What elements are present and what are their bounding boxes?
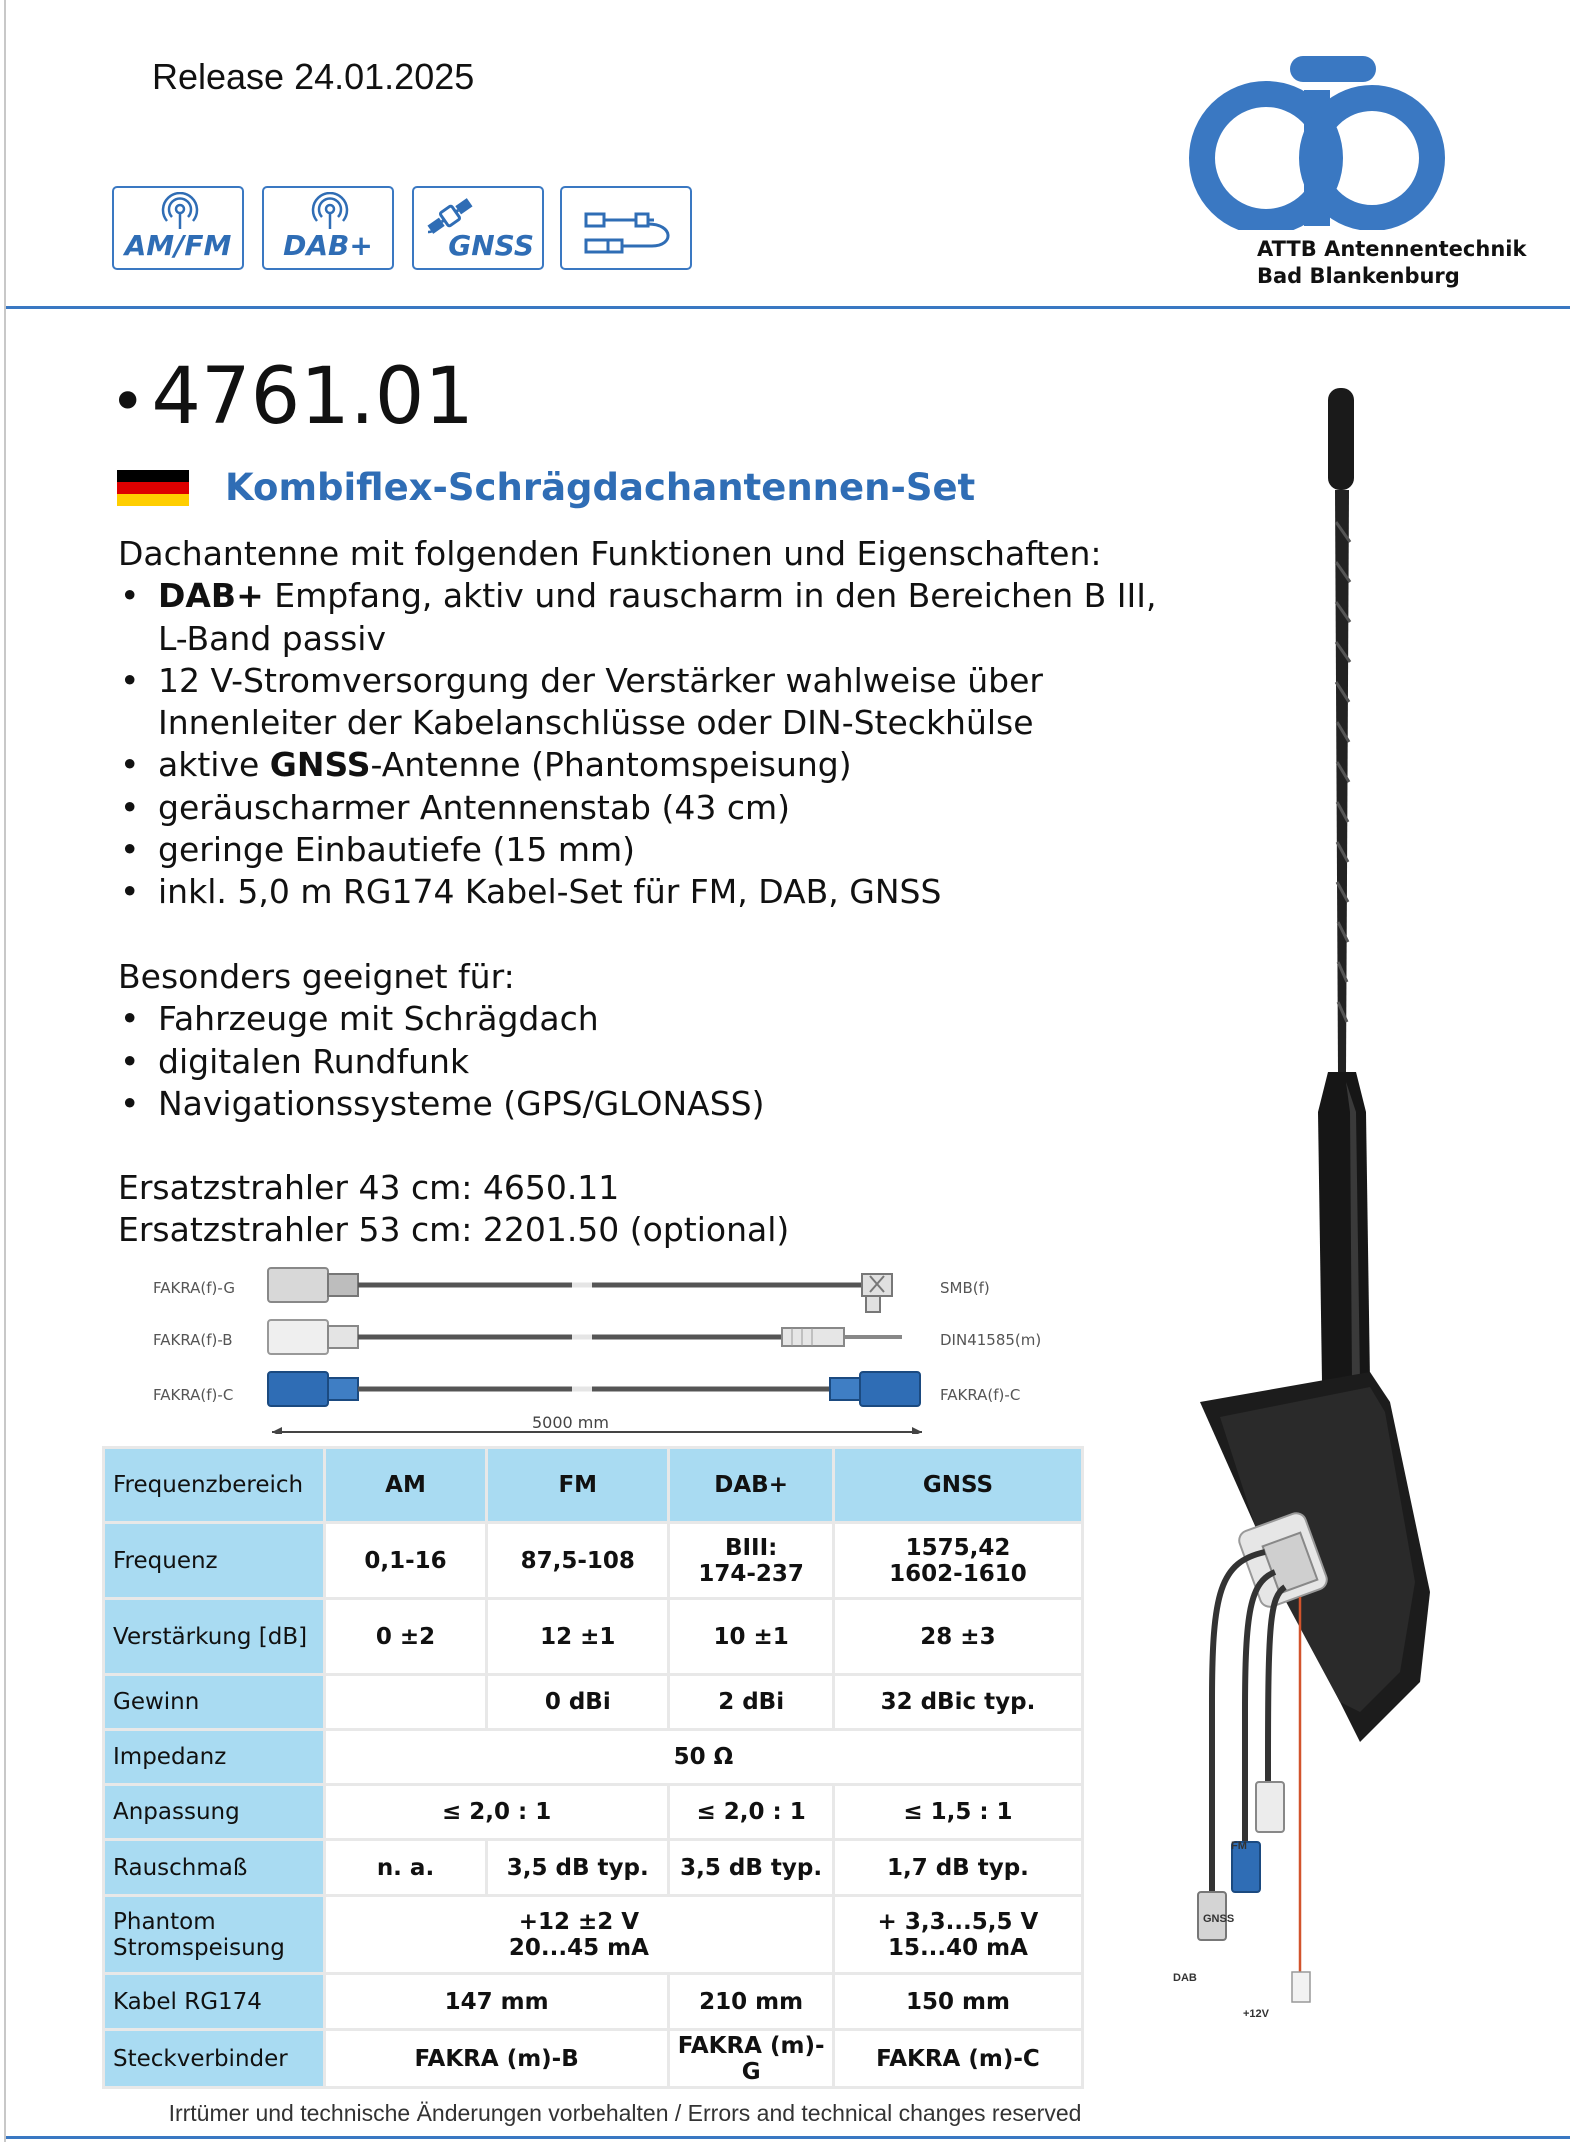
table-header-cell: FM (487, 1448, 669, 1523)
table-cell: 0,1-16 (324, 1523, 486, 1599)
table-row (104, 1523, 1083, 1599)
list-item: • Navigationssysteme (GPS/GLONASS) (118, 1083, 764, 1125)
suited-block (118, 956, 764, 1125)
badge-label: AM/FM (124, 229, 232, 262)
table-cell: ≤ 1,5 : 1 (833, 1785, 1082, 1840)
list-item: • DAB+ Empfang, aktiv und rauscharm in den Bereichen B III, L-Band passiv (118, 575, 1156, 660)
fm-connector-label: FM (1231, 1840, 1247, 1852)
row-label: Gewinn (104, 1675, 325, 1730)
row-label: Rauschmaß (104, 1840, 325, 1896)
table-cell: 50 Ω (324, 1730, 1082, 1785)
antenna-illustration (1160, 382, 1450, 2032)
table-row (104, 1785, 1083, 1840)
german-flag-icon (117, 470, 189, 506)
list-item: • digitalen Rundfunk (118, 1041, 764, 1083)
cable-fakra-c (268, 1372, 920, 1406)
cable-left-label-2: FAKRA(f)-B (153, 1331, 233, 1349)
table-cell: FAKRA (m)-C (833, 2030, 1082, 2088)
company-line1: ATTB Antennentechnik (1257, 237, 1527, 261)
cable-left-label-1: FAKRA(f)-G (153, 1279, 235, 1297)
power-connector-label: +12V (1243, 2008, 1269, 2020)
table-cell: 147 mm (324, 1974, 669, 2030)
spares-block (118, 1167, 789, 1252)
antenna-icon (310, 192, 350, 230)
dab-connector-label: DAB (1173, 1972, 1197, 1984)
table-cell: 210 mm (669, 1974, 834, 2030)
cable-left-label-3: FAKRA(f)-C (153, 1386, 234, 1404)
product-number: •4761.01 (110, 352, 474, 442)
table-header-cell: AM (324, 1448, 486, 1523)
table-cell: 32 dBic typ. (833, 1675, 1082, 1730)
spec-table (102, 1446, 1084, 2089)
table-cell: +12 ±2 V 20...45 mA (324, 1896, 833, 1974)
list-item: • geräuscharmer Antennenstab (43 cm) (118, 787, 1156, 829)
table-cell: BIII: 174-237 (669, 1523, 834, 1599)
row-label: Verstärkung [dB] (104, 1599, 325, 1675)
row-label: Phantom Stromspeisung (104, 1896, 325, 1974)
footer-divider (6, 2136, 1570, 2139)
page-edge-line (4, 0, 6, 2142)
table-row (104, 1896, 1083, 1974)
company-logo (1186, 56, 1450, 230)
table-cell: 28 ±3 (833, 1599, 1082, 1675)
badge-cable (560, 186, 692, 270)
spare-line-2: Ersatzstrahler 53 cm: 2201.50 (optional) (118, 1210, 790, 1250)
list-item: • geringe Einbautiefe (15 mm) (118, 829, 1156, 871)
table-header-cell: GNSS (833, 1448, 1082, 1523)
cable-set-diagram (262, 1262, 936, 1434)
table-cell: 150 mm (833, 1974, 1082, 2030)
company-name (1257, 236, 1526, 290)
table-cell: 87,5-108 (487, 1523, 669, 1599)
table-cell: FAKRA (m)-G (669, 2030, 834, 2088)
table-row (104, 1730, 1083, 1785)
row-label: Impedanz (104, 1730, 325, 1785)
row-label: Anpassung (104, 1785, 325, 1840)
badge-label: DAB+ (283, 229, 373, 262)
release-date: Release 24.01.2025 (152, 56, 475, 97)
table-row (104, 1974, 1083, 2030)
badge-am-fm (112, 186, 244, 270)
table-cell (324, 1675, 486, 1730)
table-row (104, 1840, 1083, 1896)
suited-list (118, 998, 764, 1125)
badge-label: GNSS (448, 229, 534, 262)
list-item: • aktive GNSS-Antenne (Phantomspeisung) (118, 744, 1156, 786)
table-row (104, 2030, 1083, 2088)
list-item: • Fahrzeuge mit Schrägdach (118, 998, 764, 1040)
table-row (104, 1675, 1083, 1730)
cable-right-label-1: SMB(f) (940, 1279, 990, 1297)
cable-icon (582, 202, 676, 258)
table-row (104, 1448, 1083, 1523)
table-cell: 1,7 dB typ. (833, 1840, 1082, 1896)
table-cell: 2 dBi (669, 1675, 834, 1730)
antenna-icon (160, 192, 200, 230)
table-cell: 0 dBi (487, 1675, 669, 1730)
table-cell: + 3,3...5,5 V 15...40 mA (833, 1896, 1082, 1974)
table-cell: n. a. (324, 1840, 486, 1896)
table-header-cell: Frequenzbereich (104, 1448, 325, 1523)
table-cell: 10 ±1 (669, 1599, 834, 1675)
table-cell: ≤ 2,0 : 1 (669, 1785, 834, 1840)
table-cell: 12 ±1 (487, 1599, 669, 1675)
table-cell: 0 ±2 (324, 1599, 486, 1675)
table-row (104, 1599, 1083, 1675)
spare-line-1: Ersatzstrahler 43 cm: 4650.11 (118, 1168, 620, 1207)
suited-heading: Besonders geeignet für: (118, 957, 515, 996)
gnss-connector-label: GNSS (1203, 1913, 1235, 1925)
feature-intro: Dachantenne mit folgenden Funktionen und Eigenschaften: (118, 534, 1102, 573)
badge-dab (262, 186, 394, 270)
row-label: Frequenz (104, 1523, 325, 1599)
row-label: Kabel RG174 (104, 1974, 325, 2030)
table-cell: 3,5 dB typ. (669, 1840, 834, 1896)
table-cell: FAKRA (m)-B (324, 2030, 669, 2088)
feature-list (118, 575, 1156, 913)
footer-disclaimer: Irrtümer und technische Änderungen vorbehalten / Errors and technical changes reserved (168, 2100, 1082, 2126)
list-item: • 12 V-Stromversorgung der Verstärker wahlweise über Innenleiter der Kabelanschlüsse oder DIN-Steckhülse (118, 660, 1156, 745)
cable-right-label-2: DIN41585(m) (940, 1331, 1042, 1349)
cable-length-label: 5000 mm (532, 1413, 609, 1432)
table-cell: ≤ 2,0 : 1 (324, 1785, 669, 1840)
badge-gnss (412, 186, 544, 270)
table-header-cell: DAB+ (669, 1448, 834, 1523)
header-divider (6, 306, 1570, 309)
row-label: Steckverbinder (104, 2030, 325, 2088)
cable-right-label-3: FAKRA(f)-C (940, 1386, 1021, 1404)
table-cell: 1575,42 1602-1610 (833, 1523, 1082, 1599)
table-cell: 3,5 dB typ. (487, 1840, 669, 1896)
feature-block (118, 533, 1156, 914)
company-line2: Bad Blankenburg (1257, 264, 1460, 288)
product-title: Kombiflex-Schrägdachantennen-Set (225, 466, 976, 509)
list-item: • inkl. 5,0 m RG174 Kabel-Set für FM, DAB, GNSS (118, 871, 1156, 913)
